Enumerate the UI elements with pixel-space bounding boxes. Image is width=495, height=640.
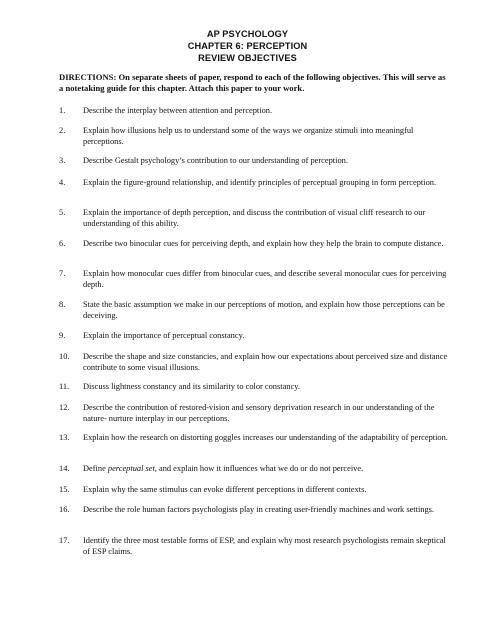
objective-number: 9.: [59, 331, 66, 340]
objective-text: Explain the importance of depth perception, and discuss the contribution of visual cliff research to our understanding of this ability.: [83, 208, 426, 228]
objective-item: [59, 352, 449, 373]
term-perceptual-set: perceptual set,: [107, 464, 157, 473]
objective-item: [59, 331, 449, 342]
objective-item: [59, 433, 449, 444]
objective-text: Explain how monocular cues differ from binocular cues, and describe several monocular cues for perceiving depth.: [83, 269, 447, 289]
directions-text: DIRECTIONS: On separate sheets of paper, respond to each of the following objectives. This will serve as a notetaking guide for this chapter. Attach this paper to your work.: [59, 72, 446, 93]
objective-number: 1.: [59, 106, 66, 115]
objective-item: [59, 178, 449, 189]
objective-number: 11.: [59, 382, 70, 391]
objective-item: [59, 536, 449, 557]
objective-item: [59, 300, 449, 321]
objective-text: Discuss lightness constancy and its similarity to color constancy.: [83, 382, 300, 391]
objective-number: 7.: [59, 269, 66, 278]
objective-item: [59, 382, 449, 393]
chapter-title: CHAPTER 6: PERCEPTION: [187, 41, 308, 51]
objective-text: Describe the role human factors psychologists play in creating user-friendly machines and work settings.: [83, 505, 435, 514]
objective-number: 5.: [59, 208, 66, 217]
course-title: AP PSYCHOLOGY: [206, 29, 289, 39]
objective-number: 2.: [59, 126, 66, 135]
objective-number: 12.: [59, 403, 70, 412]
objective-item: [59, 156, 449, 167]
objective-text: Describe two binocular cues for perceiving depth, and explain how they help the brain to compute distance.: [83, 239, 444, 248]
objective-item: [59, 505, 449, 516]
objective-text: Describe the contribution of restored-vision and sensory deprivation research in our understanding of the nature- nurture interplay in our perceptions.: [83, 403, 435, 423]
objective-text: Explain how illusions help us to understand some of the ways we organize stimuli into meaningful perceptions.: [83, 126, 414, 146]
objective-text: Explain the importance of perceptual constancy.: [83, 331, 245, 340]
page-header: [0, 28, 495, 64]
objective-number: 10.: [59, 352, 70, 361]
objective-item: [59, 208, 449, 229]
objective-number: 15.: [59, 485, 70, 494]
objective-text: Describe the interplay between attention and perception.: [83, 106, 273, 115]
objective-number: 8.: [59, 300, 66, 309]
objective-number: 14.: [59, 464, 70, 473]
objective-text: Explain the figure-ground relationship, and identify principles of perceptual grouping in form perception.: [83, 178, 437, 187]
objective-item: [59, 269, 449, 290]
objective-number: 17.: [59, 536, 70, 545]
objective-text: Describe Gestalt psychology’s contribution to our understanding of perception.: [83, 156, 348, 165]
objective-number: 6.: [59, 239, 66, 248]
objective-number: 13.: [59, 433, 70, 442]
objective-text: Describe the shape and size constancies, and explain how our expectations about perceived size and distance contribute to some visual illusions.: [83, 352, 448, 372]
objective-item: [59, 464, 449, 475]
objective-item: [59, 106, 449, 117]
objective-number: 4.: [59, 178, 66, 187]
objective-item: [59, 485, 449, 496]
objective-number: 3.: [59, 156, 66, 165]
objective-text: State the basic assumption we make in our perceptions of motion, and explain how those perceptions can be deceiving.: [83, 300, 445, 320]
section-title: REVIEW OBJECTIVES: [198, 53, 297, 63]
objective-text-suffix: and explain how it influences what we do or do not perceive.: [156, 464, 364, 473]
objective-number: 16.: [59, 505, 70, 514]
objective-text: Identify the three most testable forms of ESP, and explain why most research psychologists remain skeptical of ESP claims.: [83, 536, 446, 556]
objective-item: [59, 403, 449, 424]
objective-text: Explain how the research on distorting goggles increases our understanding of the adaptability of perception.: [83, 433, 448, 442]
objective-text: [83, 464, 449, 475]
objective-item: [59, 126, 449, 147]
objective-text-prefix: Define: [83, 464, 108, 473]
objective-item: [59, 239, 449, 250]
objective-text: Explain why the same stimulus can evoke different perceptions in different contexts.: [83, 485, 367, 494]
